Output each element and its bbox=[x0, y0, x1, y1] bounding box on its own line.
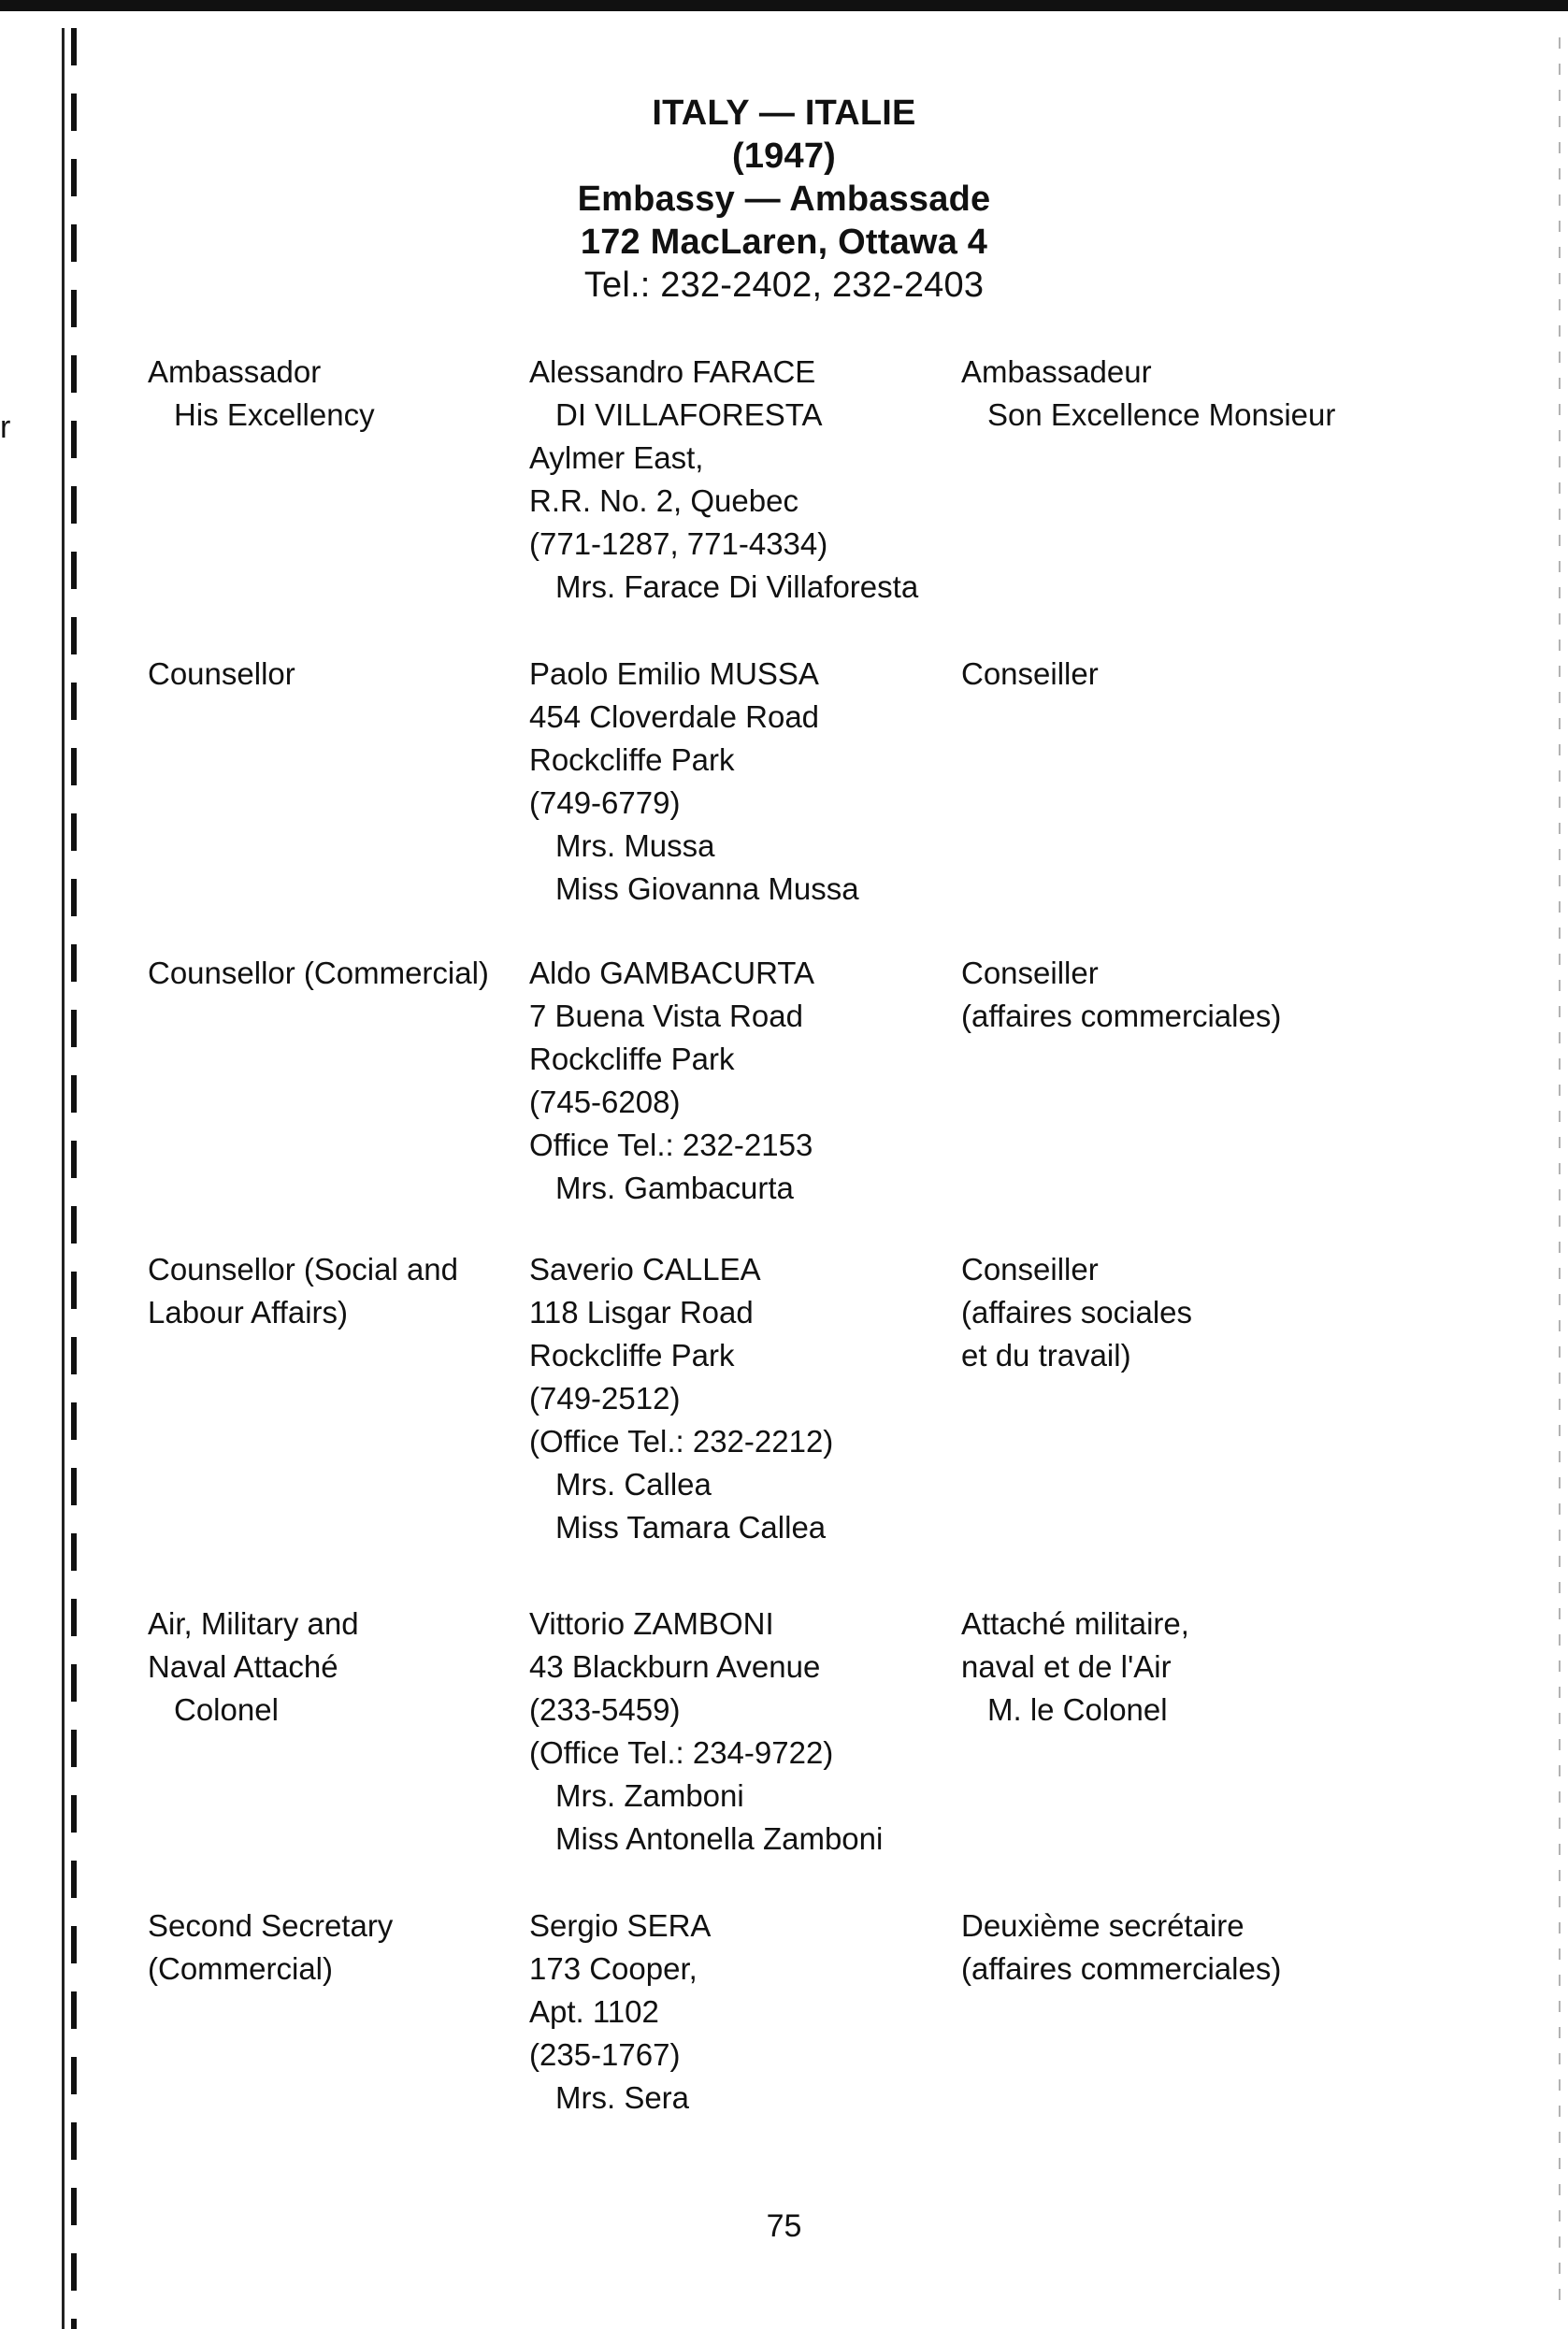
phone-line: (749-2512) bbox=[529, 1381, 681, 1416]
french-title bbox=[961, 1905, 1281, 1991]
title-line: Counsellor bbox=[148, 656, 295, 691]
person-name-continued: DI VILLAFORESTA bbox=[555, 397, 823, 432]
spine-stitch bbox=[71, 28, 77, 2329]
title-line: Naval Attaché bbox=[148, 1649, 338, 1684]
phone-line: (745-6208) bbox=[529, 1085, 681, 1119]
title-line: Conseiller bbox=[961, 656, 1099, 691]
title-line: Ambassadeur bbox=[961, 354, 1152, 389]
title-line: (affaires commerciales) bbox=[961, 1951, 1282, 1986]
title-line: Counsellor (Commercial) bbox=[148, 956, 489, 990]
country-title: ITALY — ITALIE bbox=[652, 93, 916, 133]
person-name: Paolo Emilio MUSSA bbox=[529, 656, 819, 691]
address-line: 173 Cooper, bbox=[529, 1951, 698, 1986]
title-line: Labour Affairs) bbox=[148, 1295, 349, 1330]
page-header bbox=[0, 92, 1568, 307]
english-title bbox=[148, 653, 295, 696]
spouse-line: Mrs. Farace Di Villaforesta bbox=[555, 569, 919, 604]
french-title bbox=[961, 1248, 1192, 1377]
french-title bbox=[961, 1603, 1189, 1732]
page-edge bbox=[1559, 37, 1561, 2300]
title-line: Counsellor (Social and bbox=[148, 1252, 459, 1287]
title-line: Second Secretary bbox=[148, 1908, 394, 1943]
french-title bbox=[961, 952, 1281, 1038]
person-details bbox=[529, 653, 859, 911]
address-line: Rockcliffe Park bbox=[529, 742, 735, 777]
phone-line: (749-6779) bbox=[529, 785, 681, 820]
address-line: 118 Lisgar Road bbox=[529, 1295, 754, 1330]
address-line: R.R. No. 2, Quebec bbox=[529, 483, 798, 518]
scan-top-border bbox=[0, 0, 1568, 11]
title-line: Ambassador bbox=[148, 354, 322, 389]
phone-line: (771-1287, 771-4334) bbox=[529, 526, 828, 561]
address-line: 454 Cloverdale Road bbox=[529, 699, 820, 734]
english-title bbox=[148, 1603, 359, 1732]
title-line: Deuxième secrétaire bbox=[961, 1908, 1244, 1943]
family-line: Mrs. Callea bbox=[555, 1467, 712, 1502]
title-line: Colonel bbox=[174, 1692, 279, 1727]
french-title bbox=[961, 653, 1099, 696]
title-line: Attaché militaire, bbox=[961, 1606, 1189, 1641]
family-line: Miss Antonella Zamboni bbox=[555, 1821, 884, 1856]
family-line: Mrs. Sera bbox=[555, 2080, 690, 2115]
person-name: Vittorio ZAMBONI bbox=[529, 1606, 774, 1641]
title-line: Conseiller bbox=[961, 956, 1099, 990]
person-details bbox=[529, 1603, 883, 1861]
family-line: Miss Giovanna Mussa bbox=[555, 871, 859, 906]
margin-fragment: r bbox=[0, 410, 11, 445]
title-line: (Commercial) bbox=[148, 1951, 333, 1986]
phone-line: (235-1767) bbox=[529, 2037, 681, 2072]
title-line: His Excellency bbox=[174, 397, 375, 432]
title-line: (affaires sociales bbox=[961, 1295, 1193, 1330]
title-line: Son Excellence Monsieur bbox=[987, 397, 1336, 432]
spine-line bbox=[62, 28, 65, 2329]
family-line: Mrs. Gambacurta bbox=[555, 1171, 794, 1205]
family-line: Mrs. Mussa bbox=[555, 828, 715, 863]
title-line: et du travail) bbox=[961, 1338, 1131, 1373]
office-address: 172 MacLaren, Ottawa 4 bbox=[580, 223, 988, 262]
person-details bbox=[529, 351, 918, 609]
person-name: Saverio CALLEA bbox=[529, 1252, 761, 1287]
person-name: Aldo GAMBACURTA bbox=[529, 956, 815, 990]
address-line: 43 Blackburn Avenue bbox=[529, 1649, 821, 1684]
person-details bbox=[529, 1905, 711, 2120]
office-title: Embassy — Ambassade bbox=[577, 180, 991, 219]
title-line: Conseiller bbox=[961, 1252, 1099, 1287]
english-title bbox=[148, 1248, 458, 1334]
office-phone-line: (Office Tel.: 232-2212) bbox=[529, 1424, 834, 1459]
person-details bbox=[529, 952, 814, 1210]
family-line: Miss Tamara Callea bbox=[555, 1510, 827, 1545]
title-line: (affaires commerciales) bbox=[961, 999, 1282, 1033]
address-line: Aylmer East, bbox=[529, 440, 704, 475]
year: (1947) bbox=[731, 137, 837, 176]
english-title bbox=[148, 1905, 393, 1991]
person-name: Sergio SERA bbox=[529, 1908, 712, 1943]
binding-spine bbox=[58, 28, 94, 2329]
phone-line: (233-5459) bbox=[529, 1692, 681, 1727]
person-details bbox=[529, 1248, 833, 1549]
title-line: naval et de l'Air bbox=[961, 1649, 1172, 1684]
address-line: Apt. 1102 bbox=[529, 1994, 659, 2029]
english-title bbox=[148, 952, 489, 995]
english-title bbox=[148, 351, 375, 437]
title-line: Air, Military and bbox=[148, 1606, 359, 1641]
office-phone: Tel.: 232-2402, 232-2403 bbox=[583, 266, 985, 305]
family-line: Mrs. Zamboni bbox=[555, 1778, 744, 1813]
page-number: 75 bbox=[766, 2208, 802, 2244]
address-line: Rockcliffe Park bbox=[529, 1338, 735, 1373]
office-phone-line: (Office Tel.: 234-9722) bbox=[529, 1735, 834, 1770]
french-title bbox=[961, 351, 1335, 437]
title-line: M. le Colonel bbox=[987, 1692, 1168, 1727]
office-phone-line: Office Tel.: 232-2153 bbox=[529, 1128, 813, 1162]
address-line: 7 Buena Vista Road bbox=[529, 999, 803, 1033]
person-name: Alessandro FARACE bbox=[529, 354, 816, 389]
address-line: Rockcliffe Park bbox=[529, 1042, 735, 1076]
